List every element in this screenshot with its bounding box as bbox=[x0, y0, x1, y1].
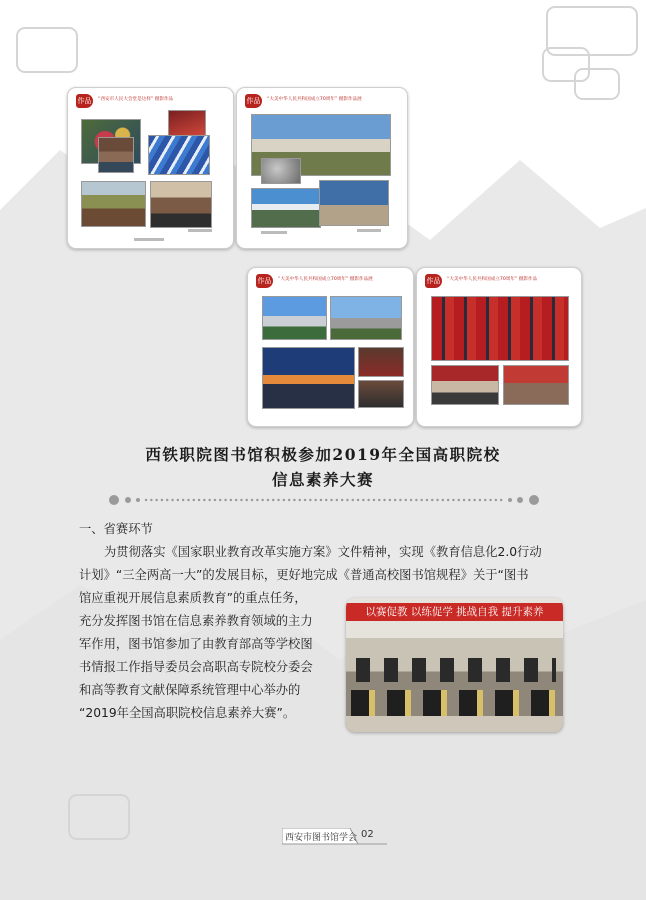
photo-chimney bbox=[319, 180, 389, 226]
panel-title: “大美中华人民共和国成立70周年” 摄影作品展 bbox=[278, 277, 373, 282]
paragraph-line: 和高等教育文献保障系统管理中心举办的 bbox=[79, 683, 301, 697]
photo-elder-portrait bbox=[150, 181, 212, 228]
photo-hall-wide bbox=[431, 365, 499, 405]
photo-city-skyline bbox=[330, 296, 402, 340]
desk-row bbox=[346, 716, 563, 732]
decorative-frame bbox=[16, 27, 78, 73]
photo-caption bbox=[261, 231, 287, 234]
monitor-row bbox=[351, 690, 561, 716]
photo-woman-with-embroidery bbox=[98, 137, 134, 173]
paragraph-line: 为贯彻落实《国家职业教育改革实施方案》文件精神，实现《教育信息化2.0行动 bbox=[104, 545, 542, 559]
photo-panel-campus bbox=[247, 267, 414, 427]
photo-night-city bbox=[262, 347, 355, 409]
photo-farmers bbox=[81, 181, 146, 227]
photo-performance bbox=[503, 365, 569, 405]
panel-title: “大美中华人民共和国成立70周年” 摄影作品 bbox=[447, 277, 538, 282]
photo-stage-ceremony bbox=[431, 296, 569, 361]
photo-meeting bbox=[358, 347, 404, 377]
decorative-frame bbox=[68, 794, 130, 840]
paragraph-line: 计划》“三全两高一大”的发展目标，更好地完成《普通高校图书馆规程》关于“图书 bbox=[79, 568, 529, 582]
panel-badge: 作品 bbox=[425, 274, 442, 288]
photo-industrial-valley bbox=[251, 188, 321, 228]
paragraph-line: 书情报工作指导委员会高职高专院校分委会 bbox=[79, 660, 313, 674]
photo-banner: 以赛促教 以练促学 挑战自我 提升素养 bbox=[346, 603, 563, 621]
page-number: 02 bbox=[361, 829, 374, 840]
article-title-line2: 信息素养大赛 bbox=[271, 470, 374, 489]
panel-badge: 作品 bbox=[256, 274, 273, 288]
photo-smoke-towers bbox=[261, 158, 301, 184]
classroom-photo bbox=[346, 598, 563, 732]
panel-title: “大美中华人民共和国成立70周年” 摄影作品展 bbox=[267, 97, 362, 102]
dotted-divider bbox=[108, 494, 540, 506]
paragraph-line: “2019年全国高职院校信息素养大赛”。 bbox=[79, 706, 296, 720]
panel-title: “西安市人民大会堂是这样” 摄影作品 bbox=[98, 97, 174, 102]
photo-campus-building bbox=[262, 296, 327, 340]
photo-caption bbox=[188, 229, 212, 232]
paragraph-line: 充分发挥图书馆在信息素养教育领域的主力 bbox=[79, 614, 313, 628]
photo-panel-folk-art bbox=[67, 87, 234, 249]
photo-papercut bbox=[148, 135, 210, 175]
panel-badge: 作品 bbox=[245, 94, 262, 108]
paragraph-line: 军作用，图书馆参加了由教育部高等学校图 bbox=[79, 637, 313, 651]
panel-badge: 作品 bbox=[76, 94, 93, 108]
footer-publisher: 西安市图书馆学会 bbox=[285, 833, 358, 843]
monitor-row bbox=[356, 658, 556, 682]
photo-caption bbox=[357, 229, 381, 232]
paragraph-line: 馆应重视开展信息素质教育”的重点任务， bbox=[79, 591, 307, 605]
photo-panel-city bbox=[236, 87, 408, 249]
decorative-frame bbox=[574, 68, 620, 100]
photo-caption bbox=[134, 238, 164, 241]
article-title-line1: 西铁职院图书馆积极参加2019年全国高职院校 bbox=[145, 445, 501, 464]
photo-panel-ceremony bbox=[416, 267, 582, 427]
photo-audience bbox=[358, 380, 404, 408]
section-heading: 一、省赛环节 bbox=[79, 522, 153, 536]
